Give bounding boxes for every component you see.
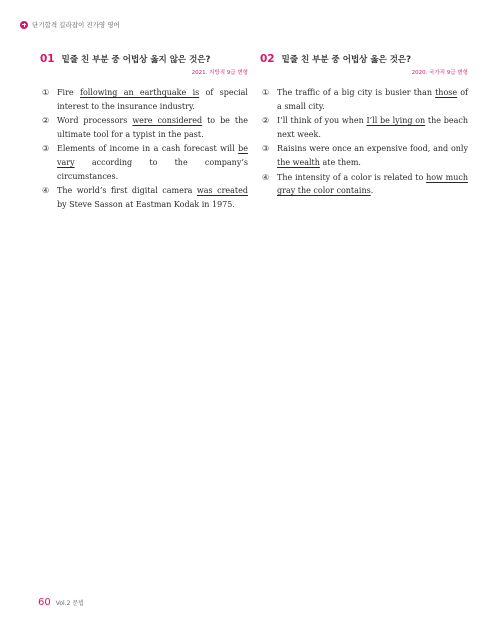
volume-label: Vol.2 문법 bbox=[55, 600, 84, 607]
option-text: according to the company’s circumstances. bbox=[57, 157, 248, 181]
underlined-phrase: were considered bbox=[132, 116, 203, 126]
answer-option bbox=[260, 142, 468, 169]
option-marker: ② bbox=[42, 116, 50, 126]
option-text: Fire bbox=[57, 88, 80, 97]
option-marker: ③ bbox=[262, 144, 270, 154]
answer-options bbox=[40, 86, 248, 211]
option-marker: ④ bbox=[42, 186, 50, 196]
option-text: of a small city. bbox=[277, 88, 468, 111]
option-text: The intensity of a color is related to bbox=[277, 172, 427, 182]
option-marker: ② bbox=[262, 116, 270, 126]
question-source: 2021. 지방직 9급 변형 bbox=[191, 70, 248, 76]
question-title: 밑줄 친 부분 중 어법상 옳지 않은 것은? bbox=[61, 55, 211, 65]
option-text: of special interest to the insurance industry. bbox=[57, 88, 248, 111]
answer-option bbox=[40, 184, 248, 211]
question-number: 02 bbox=[260, 53, 275, 65]
underlined-phrase: be vary bbox=[57, 144, 248, 167]
underlined-phrase: following an earthquake is bbox=[79, 88, 200, 97]
option-marker: ③ bbox=[42, 144, 50, 154]
question-heading bbox=[260, 53, 468, 65]
underlined-phrase: was created bbox=[196, 186, 248, 196]
answer-options bbox=[260, 86, 468, 198]
question-heading bbox=[40, 53, 248, 65]
option-text: Elements of income in a cash forecast will bbox=[57, 144, 239, 154]
option-text: Raisins were once an expensive food, and only bbox=[277, 144, 468, 154]
underlined-phrase: the wealth bbox=[277, 157, 320, 167]
option-text: The traffic of a big city is busier than bbox=[277, 88, 436, 97]
option-text: I’ll think of you when bbox=[277, 116, 367, 126]
underlined-phrase: how much gray the color contains bbox=[277, 172, 468, 196]
underlined-phrase: I’ll be lying on bbox=[366, 116, 426, 126]
question-02 bbox=[260, 53, 468, 199]
answer-option bbox=[260, 114, 468, 141]
answer-option bbox=[260, 171, 468, 198]
answer-option bbox=[40, 142, 248, 183]
underlined-phrase: those bbox=[435, 88, 458, 97]
question-01 bbox=[40, 53, 248, 212]
page-footer bbox=[38, 597, 84, 608]
option-text: The world’s first digital camera bbox=[57, 186, 197, 196]
option-text: Word processors bbox=[57, 116, 133, 126]
option-marker: ① bbox=[262, 88, 270, 97]
plus-circle-icon bbox=[20, 21, 28, 29]
answer-option bbox=[40, 86, 248, 113]
option-marker: ④ bbox=[262, 172, 270, 182]
running-header bbox=[20, 20, 120, 29]
option-text: the beach next week. bbox=[277, 116, 468, 139]
question-number: 01 bbox=[40, 53, 55, 65]
option-text: by Steve Sasson at Eastman Kodak in 1975. bbox=[57, 199, 235, 209]
question-title: 밑줄 친 부분 중 어법상 옳은 것은? bbox=[281, 55, 412, 65]
option-text: . bbox=[370, 186, 374, 196]
answer-option bbox=[260, 86, 468, 113]
answer-option bbox=[40, 114, 248, 141]
page-number: 60 bbox=[38, 597, 51, 608]
option-text: to be the ultimate tool for a typist in the past. bbox=[57, 116, 248, 139]
option-text: ate them. bbox=[319, 157, 361, 167]
question-source: 2020. 국가직 9급 변형 bbox=[411, 70, 468, 76]
option-marker: ① bbox=[42, 88, 50, 97]
header-title: 단기합격 길라잡이 진가영 영어 bbox=[32, 21, 120, 29]
